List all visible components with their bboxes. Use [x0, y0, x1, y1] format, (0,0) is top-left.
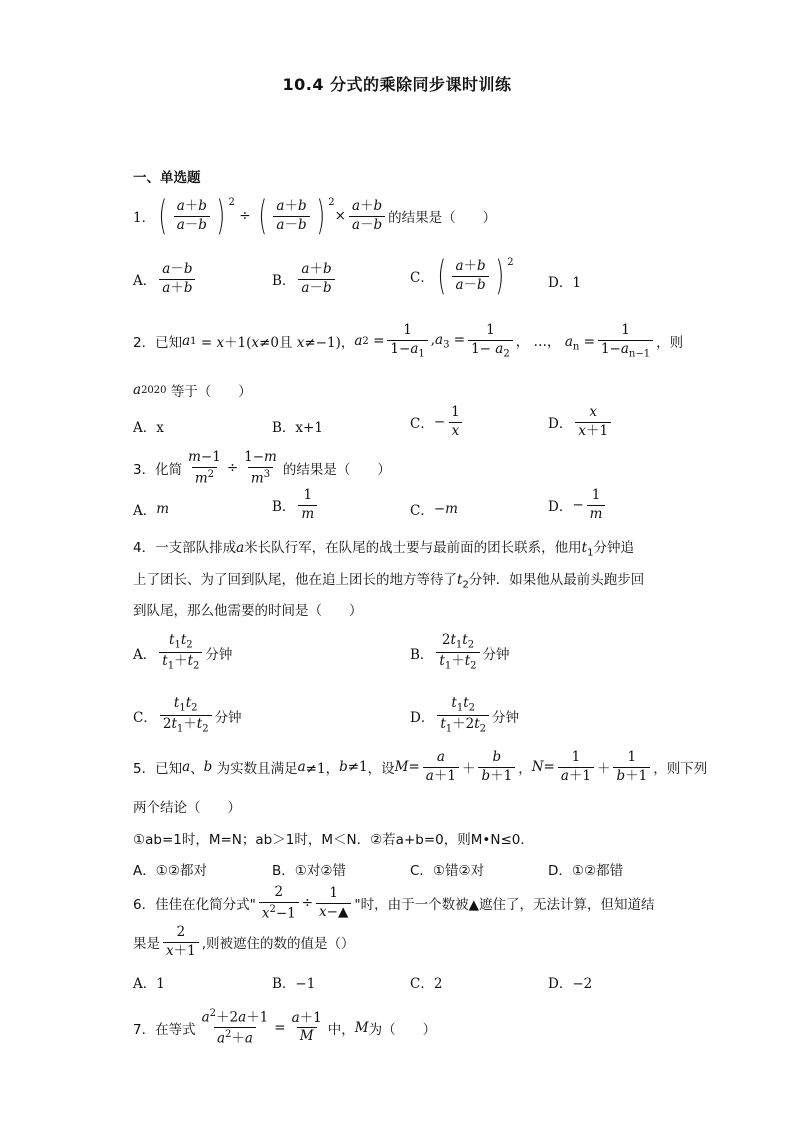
q3-option-c[interactable]: C． −m — [410, 501, 458, 519]
q2-option-b[interactable]: B．x+1 — [272, 420, 323, 436]
q1-fraction-1: $\frac{a+b}{a-b}$ — [174, 199, 210, 233]
q1-stem-tail: 的结果是（ ） — [388, 210, 497, 226]
q2-option-a[interactable]: A．x — [133, 420, 164, 436]
q1-fraction-2: $\frac{a+b}{a-b}$ — [273, 199, 309, 233]
q6-option-c[interactable]: C．2 — [410, 976, 443, 992]
q1-fraction-3: $\frac{a+b}{a-b}$ — [349, 199, 385, 233]
q3-option-a[interactable]: A． m — [133, 501, 170, 519]
q1-option-b[interactable]: B． $\frac{a+b}{a-b}$ — [272, 262, 338, 296]
question-6-line-2: 果是 $\frac{2}{x+1}$ ,则被遮住的数的值是（） — [133, 924, 355, 959]
question-2: 2．已知 a 1 = x＋1(x≠0 且 x≠−1)， a 2 = $\frac{1}{1-a_1}$ $,a_3$ = $\frac{1}{1- a_2}$ ， …， $a_n$ = $\frac{1}{1-a_{n-1}}$ ，则 — [133, 322, 684, 360]
question-4-line-3: 到队尾，那么他需要的时间是（ ） — [133, 603, 363, 619]
q3-option-d[interactable]: D． − $\frac{1}{m}$ — [548, 488, 608, 522]
q5-option-c[interactable]: C．①错②对 — [410, 863, 485, 879]
q6-option-a[interactable]: A．1 — [133, 976, 165, 992]
question-2-line-2: a 2020 等于（ ） — [133, 382, 252, 400]
question-4-line-1: 4．一支部队排成a米长队行军，在队尾的战士要与最前面的团长联系，他用$t_1$分钟追 — [133, 540, 634, 559]
q2-option-c[interactable]: C． − $\frac{1}{x}$ — [410, 405, 466, 439]
question-5-line-2: 两个结论（ ） — [133, 800, 241, 816]
q1-option-c[interactable]: C． ( $\frac{a+b}{a-b}$ ) 2 — [410, 253, 514, 299]
q3-option-b[interactable]: B． $\frac{1}{m}$ — [272, 488, 320, 522]
question-7: 7．在等式 $\frac{a^2+2a+1}{a^2+a}$ = $\frac{a+1}{M}$ 中， M 为（ ） — [133, 1008, 437, 1047]
q4-option-a[interactable]: A． $\frac{t_1t_2}{t_1+t_2}$ 分钟 — [133, 632, 233, 672]
q5-option-a[interactable]: A．①②都对 — [133, 863, 207, 879]
q4-option-b[interactable]: B． $\frac{2t_1t_2}{t_1+t_2}$ 分钟 — [410, 632, 510, 672]
q6-option-b[interactable]: B．−1 — [272, 976, 316, 992]
question-6-line-1: 6．佳佳在化简分式" $\frac{2}{x^2-1}$ ÷ $\frac{1}{x-▲}$ "时，由于一个数被▲遮住了，无法计算，但知道结 — [133, 884, 655, 922]
q1-number: 1． — [133, 210, 156, 226]
q6-option-d[interactable]: D．−2 — [548, 976, 593, 992]
q5-option-b[interactable]: B．①对②错 — [272, 863, 346, 879]
q4-option-d[interactable]: D． $\frac{t_1t_2}{t_1+2t_2}$ 分钟 — [410, 695, 520, 735]
question-3: 3．化简 $\frac{m-1}{m^2}$ ÷ $\frac{1-m}{m^3}$ 的结果是（ ） — [133, 449, 391, 487]
question-4-line-2: 上了团长、为了回到队尾，他在追上团长的地方等待了$t_2$分钟．如果他从最前头跑步回 — [133, 572, 645, 591]
section-heading: 一、单选题 — [133, 170, 201, 186]
question-5-line-3: ①ab=1时，M=N；ab＞1时，M＜N．②若a+b=0，则M•N≤0． — [133, 832, 534, 848]
question-1: 1． ( $\frac{a+b}{a-b}$ ) 2 ÷ ( $\frac{a+b}{a-b}$ ) 2 × $\frac{a+b}{a-b}$ 的结果是（ ） — [133, 193, 497, 239]
q1-option-d[interactable]: D．1 — [548, 275, 581, 291]
q2-option-d[interactable]: D． $\frac{x}{x+1}$ — [548, 405, 614, 439]
question-5-line-1: 5．已知 a 、 b 为实数且满足 a ≠1， b ≠1 ，设 M = $\frac{a}{a+1}$ ＋ $\frac{b}{b+1}$ ， N = $\frac{1}{a+1}$ ＋ $\frac{1}{b+1}$ ，则下列 — [133, 749, 708, 784]
page-title: 10.4 分式的乘除同步课时训练 — [282, 75, 512, 94]
q1-option-a[interactable]: A． $\frac{a-b}{a+b}$ — [133, 262, 198, 296]
q5-option-d[interactable]: D．①②都错 — [548, 863, 624, 879]
q4-option-c[interactable]: C． $\frac{t_1t_2}{2t_1+t_2}$ 分钟 — [133, 695, 242, 735]
